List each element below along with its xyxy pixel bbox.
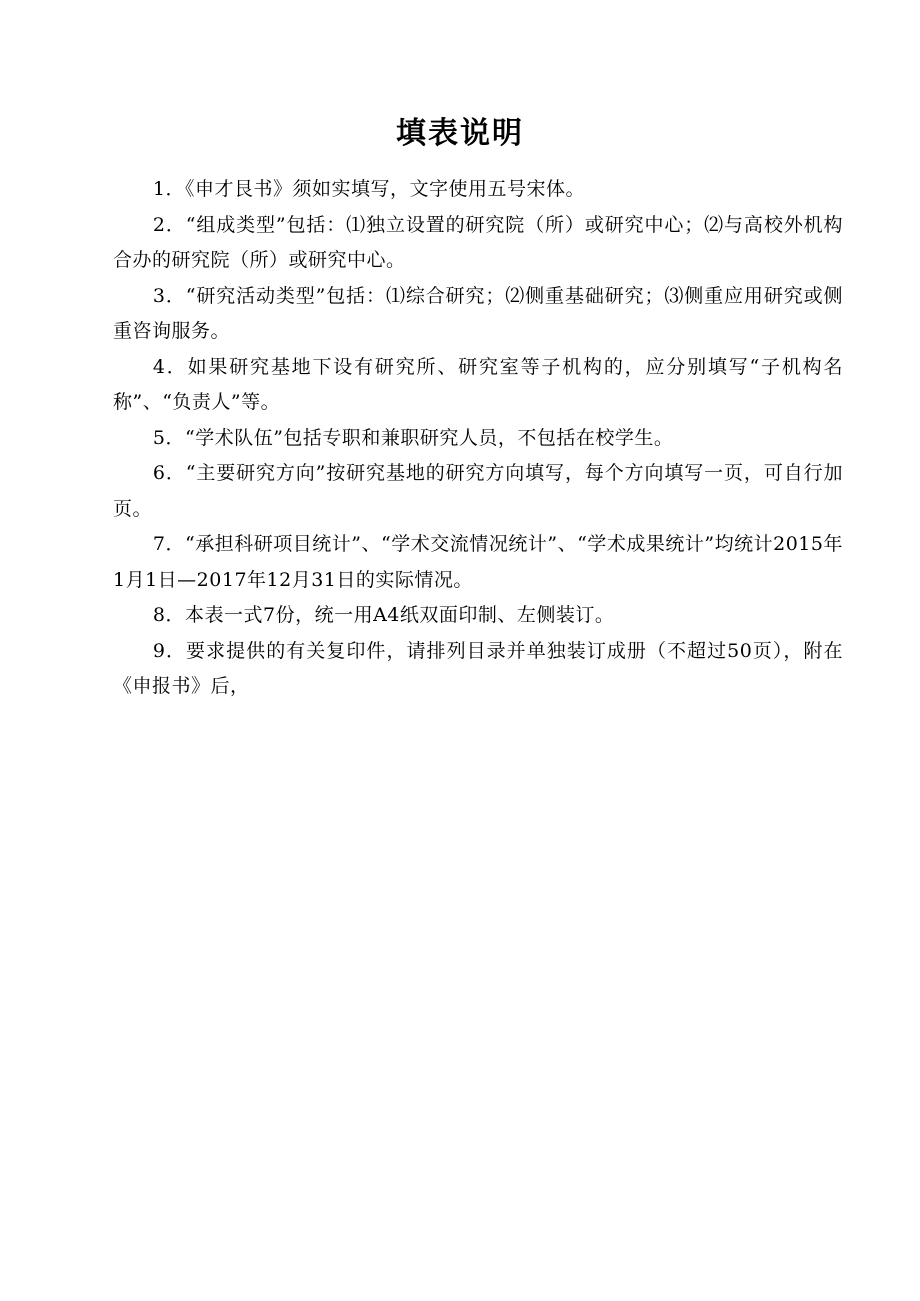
instruction-list [113, 172, 843, 705]
instruction-item-6: 6．“主要研究方向”按研究基地的研究方向填写，每个方向填写一页，可自行加页。 [113, 462, 843, 520]
instruction-item-4: 4．如果研究基地下设有研究所、研究室等子机构的，应分别填写“子机构名称”、“负责人”等。 [113, 355, 843, 413]
instruction-item-2: 2．“组成类型”包括：⑴独立设置的研究院（所）或研究中心；⑵与高校外机构合办的研究院（所）或研究中心。 [113, 213, 843, 271]
instruction-item-3: 3．“研究活动类型”包括：⑴综合研究；⑵侧重基础研究；⑶侧重应用研究或侧重咨询服务。 [113, 284, 843, 342]
instruction-item-5: 5．“学术队伍”包括专职和兼职研究人员，不包括在校学生。 [152, 426, 674, 449]
instruction-item-1: 1．《申才艮书》须如实填写，文字使用五号宋体。 [152, 178, 585, 200]
instruction-item-7: 7．“承担科研项目统计”、“学术交流情况统计”、“学术成果统计”均统计2015年1月1日—2017年12月31日的实际情况。 [113, 533, 843, 591]
page-title: 填表说明 [396, 116, 524, 151]
instruction-item-8: 8．本表一式7份，统一用A4纸双面印制、左侧装订。 [152, 604, 615, 626]
instruction-item-9: 9．要求提供的有关复印件，请排列目录并单独装订成册（不超过50页），附在《申报书》后， [113, 639, 843, 697]
